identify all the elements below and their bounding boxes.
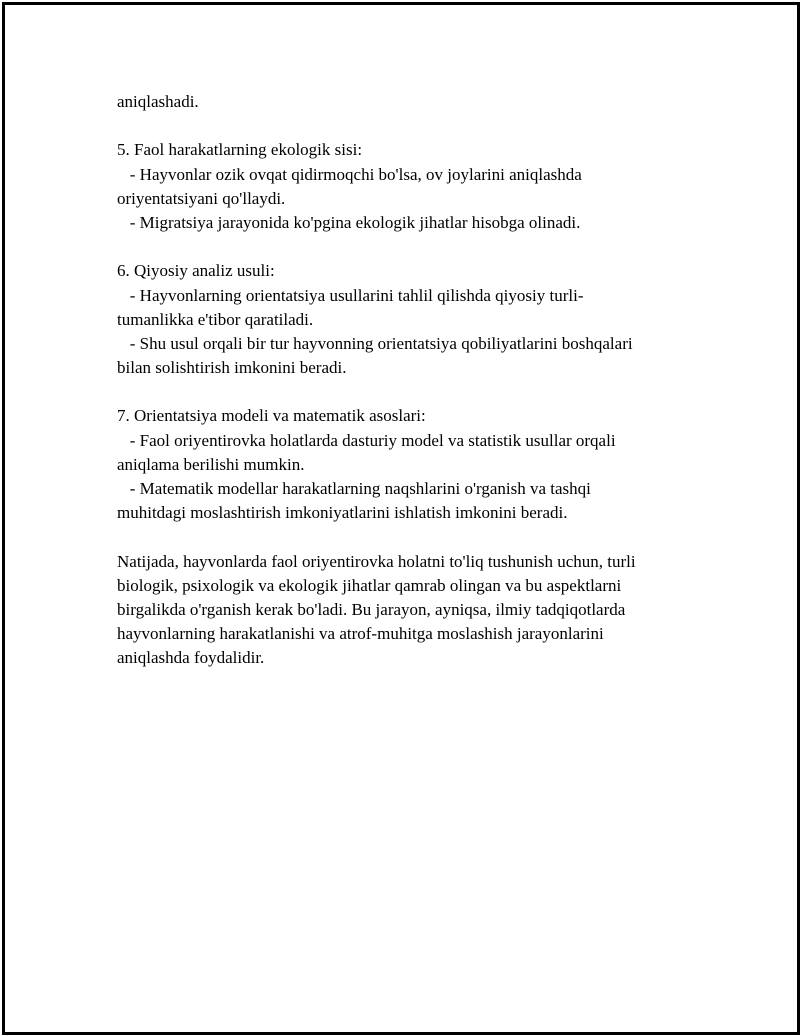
text-line: - Migratsiya jarayonida ko'pgina ekologik jihatlar hisobga olinadi. xyxy=(117,212,581,232)
text-line: - Shu usul orqali bir tur hayvonning orientatsiya qobiliyatlarini boshqalari xyxy=(117,333,633,353)
conclusion-line: birgalikda o'rganish kerak bo'ladi. Bu jarayon, ayniqsa, ilmiy tadqiqotlarda xyxy=(117,599,626,619)
text-line: oriyentatsiyani qo'llaydi. xyxy=(117,188,286,208)
document-body xyxy=(117,90,677,671)
text-line: - Hayvonlar ozik ovqat qidirmoqchi bo'lsa, ov joylarini aniqlashda xyxy=(117,164,582,184)
text-line: - Hayvonlarning orientatsiya usullarini tahlil qilishda qiyosiy turli- xyxy=(117,285,584,305)
text-line: - Matematik modellar harakatlarning naqshlarini o'rganish va tashqi xyxy=(117,479,591,498)
section-heading: 5. Faol harakatlarning ekologik sisi: xyxy=(117,140,363,160)
text-line: tumanlikka e'tibor qaratiladi. xyxy=(117,309,314,329)
conclusion-line: aniqlashda foydalidir. xyxy=(117,648,265,668)
section-heading: 7. Orientatsiya modeli va matematik asoslari: xyxy=(117,406,426,426)
section-heading: 6. Qiyosiy analiz usuli: xyxy=(117,261,275,281)
conclusion-line: biologik, psixologik va ekologik jihatlar qamrab olingan va bu aspektlarni xyxy=(117,575,622,595)
text-line: bilan solishtirish imkonini beradi. xyxy=(117,358,347,378)
blank-line xyxy=(117,380,677,404)
text-line: muhitdagi moslashtirish imkoniyatlarini ishlatish imkonini beradi. xyxy=(117,503,568,523)
text-line: aniqlama berilishi mumkin. xyxy=(117,454,305,474)
blank-line xyxy=(117,235,677,259)
text-line: aniqlashadi. xyxy=(117,92,199,111)
conclusion-line: hayvonlarning harakatlanishi va atrof-muhitga moslashish jarayonlarini xyxy=(117,624,604,644)
conclusion-line: Natijada, hayvonlarda faol oriyentirovka holatni to'liq tushunish uchun, turli xyxy=(117,551,636,571)
text-line: - Faol oriyentirovka holatlarda dasturiy model va statistik usullar orqali xyxy=(117,430,616,450)
blank-line xyxy=(117,525,677,549)
blank-line xyxy=(117,114,677,138)
